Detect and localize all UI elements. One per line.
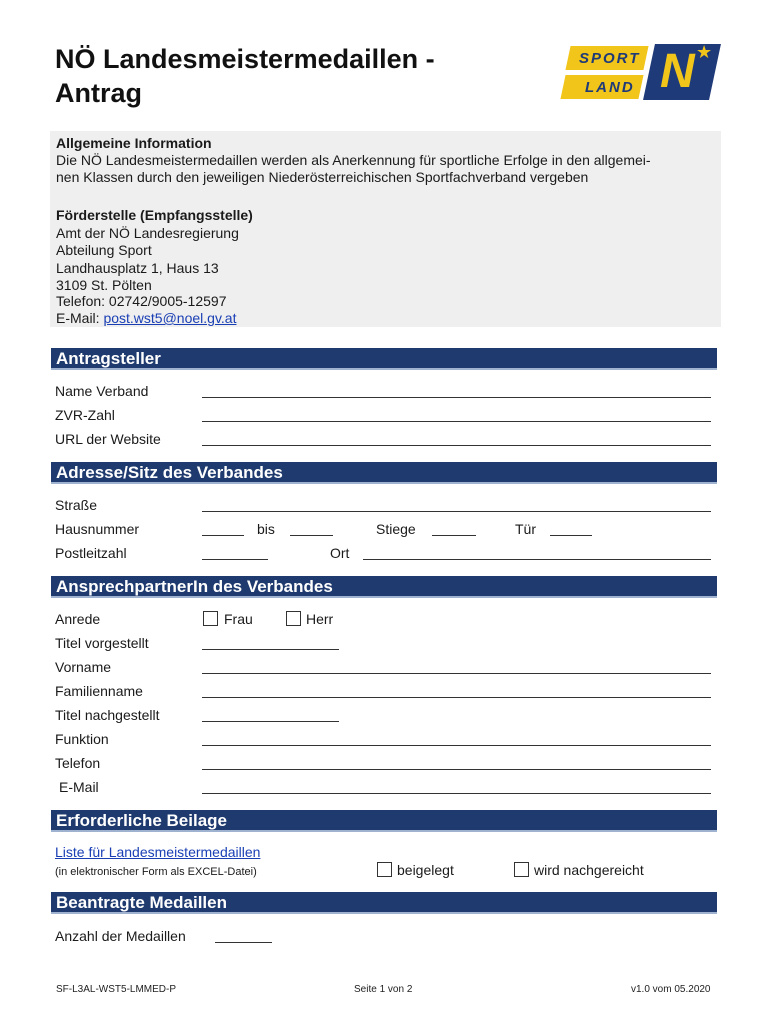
label-postleitzahl: Postleitzahl <box>55 545 127 561</box>
title-line-1: NÖ Landesmeistermedaillen - <box>55 44 435 74</box>
input-email[interactable] <box>202 793 711 794</box>
label-url-website: URL der Website <box>55 431 161 447</box>
general-information-box <box>50 131 721 327</box>
info-heading: Allgemeine Information <box>56 135 212 151</box>
email-row <box>56 310 236 327</box>
label-zvr-zahl: ZVR-Zahl <box>55 407 115 423</box>
footer-form-code: SF-L3AL-WST5-LMMED-P <box>56 984 177 995</box>
address-line: Landhausplatz 1, Haus 13 <box>56 260 219 276</box>
footer-version: v1.0 vom 05.2020 <box>631 984 711 995</box>
logo-n-letter: N <box>660 45 695 98</box>
checkbox-frau[interactable] <box>203 611 218 626</box>
checkbox-beigelegt[interactable] <box>377 862 392 877</box>
email-link[interactable]: post.wst5@noel.gv.at <box>103 310 237 326</box>
label-titel-vorgestellt: Titel vorgestellt <box>55 635 149 651</box>
label-hausnummer: Hausnummer <box>55 521 140 537</box>
checkbox-wird-nachgereicht[interactable] <box>514 862 529 877</box>
input-telefon[interactable] <box>202 769 711 770</box>
checkbox-herr[interactable] <box>286 611 301 626</box>
input-url-website[interactable] <box>202 445 711 446</box>
label-funktion: Funktion <box>55 731 109 747</box>
label-stiege: Stiege <box>376 521 416 537</box>
email-label: E-Mail: <box>56 310 104 326</box>
input-familienname[interactable] <box>202 697 711 698</box>
label-ort: Ort <box>330 545 350 561</box>
input-anzahl-medaillen[interactable] <box>215 942 272 943</box>
label-frau: Frau <box>224 611 253 627</box>
section-adresse: Adresse/Sitz des Verbandes <box>51 462 717 484</box>
link-liste-landesmeistermedaillen[interactable]: Liste für Landesmeistermedaillen <box>55 844 261 860</box>
footer-page-number: Seite 1 von 2 <box>354 984 413 995</box>
beilage-note: (in elektronischer Form als EXCEL-Datei) <box>55 866 257 878</box>
sportland-logo <box>563 44 715 101</box>
input-stiege[interactable] <box>432 535 476 536</box>
label-email: E-Mail <box>59 779 99 795</box>
input-ort[interactable] <box>363 559 711 560</box>
input-name-verband[interactable] <box>202 397 711 398</box>
address-line: Amt der NÖ Landesregierung <box>56 225 239 241</box>
input-hausnummer-von[interactable] <box>202 535 244 536</box>
section-medaillen: Beantragte Medaillen <box>51 892 717 914</box>
input-strasse[interactable] <box>202 511 711 512</box>
label-strasse: Straße <box>55 497 98 513</box>
label-tuer: Tür <box>515 521 536 537</box>
address-line: Telefon: 02742/9005-12597 <box>56 293 227 309</box>
foerderstelle-heading: Förderstelle (Empfangsstelle) <box>56 207 253 223</box>
address-line: 3109 St. Pölten <box>56 277 152 293</box>
page-title <box>55 42 515 110</box>
input-vorname[interactable] <box>202 673 711 674</box>
label-titel-nachgestellt: Titel nachgestellt <box>55 707 160 723</box>
input-tuer[interactable] <box>550 535 592 536</box>
address-line: Abteilung Sport <box>56 242 152 258</box>
input-titel-nachgestellt[interactable] <box>202 721 339 722</box>
label-herr: Herr <box>306 611 334 627</box>
label-telefon: Telefon <box>55 755 101 771</box>
section-antragsteller: Antragsteller <box>51 348 717 370</box>
info-text-line-1: Die NÖ Landesmeistermedaillen werden als Anerkennung für sportliche Erfolge in den allgemei- <box>56 152 651 168</box>
input-funktion[interactable] <box>202 745 711 746</box>
input-zvr-zahl[interactable] <box>202 421 711 422</box>
label-anrede: Anrede <box>55 611 101 627</box>
label-vorname: Vorname <box>55 659 112 675</box>
section-beilage: Erforderliche Beilage <box>51 810 717 832</box>
label-familienname: Familienname <box>55 683 143 699</box>
label-bis: bis <box>257 521 275 537</box>
logo-word-land: LAND <box>585 79 635 96</box>
label-name-verband: Name Verband <box>55 383 149 399</box>
input-hausnummer-bis[interactable] <box>290 535 333 536</box>
label-wird-nachgereicht: wird nachgereicht <box>534 862 644 878</box>
label-anzahl-medaillen: Anzahl der Medaillen <box>55 928 186 944</box>
title-line-2: Antrag <box>55 78 142 108</box>
logo-word-sport: SPORT <box>579 50 641 67</box>
star-icon: ★ <box>696 42 713 62</box>
input-postleitzahl[interactable] <box>202 559 268 560</box>
label-beigelegt: beigelegt <box>397 862 454 878</box>
info-text-line-2: nen Klassen durch den jeweiligen Niederösterreichischen Sportfachverband vergeben <box>56 169 589 185</box>
section-ansprechpartner: AnsprechpartnerIn des Verbandes <box>51 576 717 598</box>
input-titel-vorgestellt[interactable] <box>202 649 339 650</box>
